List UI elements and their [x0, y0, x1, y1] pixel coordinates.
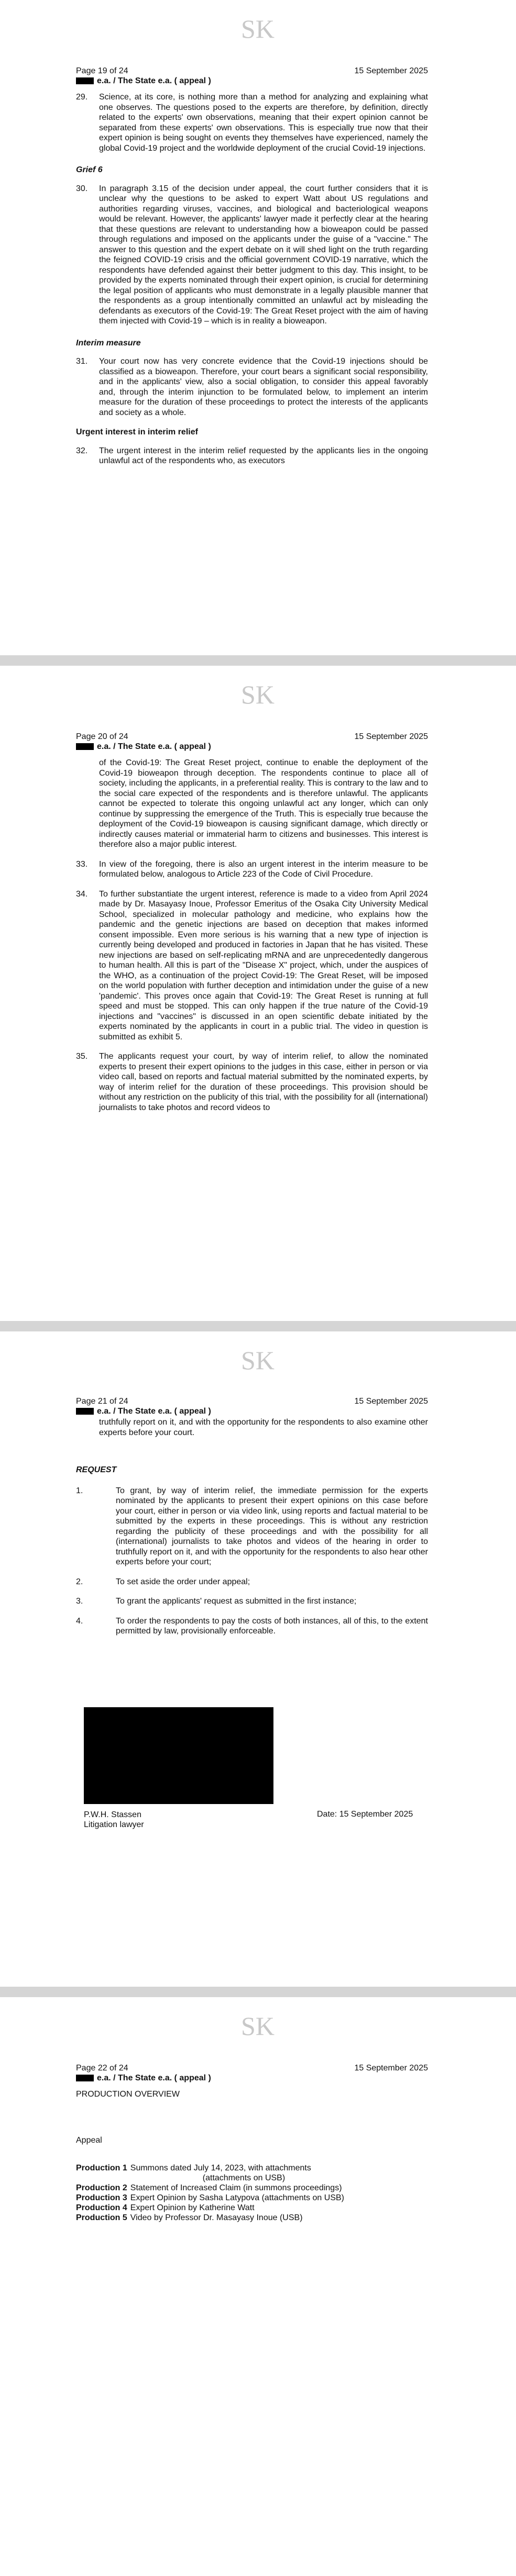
paragraph-text: Your court now has very concrete evidence that the Covid-19 injections should be classified as a bioweapon. Therefore, your court bears a significant social responsibility, and in the applicants' view, also a social obligation, to consider this appeal favorably and, through the interim injunction to be formulated below, to implement an interim measure for the duration of these proceedings to protect the interests of the applicants and society as a whole.	[99, 357, 428, 417]
page-body	[76, 1417, 428, 1646]
page-number: Page 20 of 24	[76, 732, 128, 741]
paragraph-text: The urgent interest in the interim relief requested by the applicants lies in the ongoing unlawful act of the respondents who, as executors	[99, 446, 428, 465]
sk-monogram-logo	[241, 8, 275, 50]
paragraph	[76, 184, 428, 327]
section-heading: Urgent interest in interim relief	[76, 428, 198, 436]
paragraph	[76, 1051, 428, 1113]
production-item	[76, 2213, 428, 2223]
sk-monogram-logo	[241, 2006, 275, 2047]
document-page-22	[0, 1997, 516, 2576]
paragraph-number: 31.	[76, 357, 88, 366]
paragraph-number: 30.	[76, 184, 88, 193]
request-item	[76, 1616, 428, 1637]
case-title	[76, 1406, 428, 1416]
signatory-title: Litigation lawyer	[84, 1820, 144, 1829]
paragraph-number: 33.	[76, 859, 88, 869]
redaction-box	[76, 743, 94, 750]
section-heading: Interim measure	[76, 338, 141, 348]
production-item	[76, 2163, 428, 2183]
request-number: 1.	[76, 1486, 83, 1495]
case-title-text: e.a. / The State e.a. ( appeal )	[97, 2074, 211, 2082]
sk-logo-graphic	[241, 2006, 275, 2047]
sk-monogram-logo	[241, 674, 275, 716]
production-label: Production 5	[76, 2213, 127, 2222]
document-page-19	[0, 0, 516, 655]
production-text: Summons dated July 14, 2023, with attachments (attachments on USB)	[130, 2164, 311, 2182]
paragraph	[76, 446, 428, 466]
request-item	[76, 1596, 428, 1607]
case-title	[76, 742, 428, 752]
paragraph-number: 34.	[76, 889, 88, 899]
logo-text: SK	[241, 1346, 275, 1375]
request-text: To grant, by way of interim relief, the immediate permission for the experts nominated by the applicants to present their expert opinions on this case before your court, either in person or via video link, using reports and factual material to be submitted by the experts in these proceedings. This is without any restriction regarding the publicity of these proceedings and with the possibility for all (international) journalists to take photos and videos of the hearing in order to truthfully report on it, and with the opportunity for the respondents to also hear other experts before your court;	[116, 1486, 428, 1566]
production-label: Production 4	[76, 2203, 127, 2212]
signature-date: Date: 15 September 2025	[317, 1810, 413, 1819]
page-header	[76, 1396, 428, 1416]
paragraph-text: In paragraph 3.15 of the decision under appeal, the court further considers that it is unclear why the questions to be asked to expert Watt about US regulations and authorities regarding viruses, vaccines, and biological and bacteriological weapons would be relevant. However, the applicants' lawyer made it perfectly clear at the hearing that these questions are relevant to understanding how a bioweapon could be passed through regulations and imposed on the applicants under the guise of a "vaccine." The answer to this question and the expert debate on it will shed light on the truth regarding the feigned COVID-19 crisis and the official government COVID-19 narrative, which the respondents have defended against their better judgment to this day. This insight, to be provided by the experts nominated through their expert opinion, is crucial for determining the legal position of applicants who must demonstrate in a legally plausible manner that the respondents as a group intentionally committed an unlawful act by misleading the defendants as executors of the Covid-19: The Great Reset project with the aim of having them injected with Covid-19 – which is in reality a bioweapon.	[99, 184, 428, 326]
page-number: Page 21 of 24	[76, 1397, 128, 1406]
request-text: To grant the applicants' request as submitted in the first instance;	[116, 1597, 357, 1606]
production-label: Production 2	[76, 2183, 127, 2192]
redaction-box	[76, 1408, 94, 1415]
request-item	[76, 1486, 428, 1567]
paragraph-number: 29.	[76, 93, 88, 102]
document-page-20	[0, 666, 516, 1321]
signatory-name: P.W.H. Stassen	[84, 1810, 141, 1819]
continued-paragraph: truthfully report on it, and with the opportunity for the respondents to also examine other experts before your court.	[99, 1418, 428, 1437]
case-title-text: e.a. / The State e.a. ( appeal )	[97, 742, 211, 751]
paragraph	[76, 859, 428, 880]
header-date: 15 September 2025	[354, 2064, 428, 2073]
document-page-21	[0, 1331, 516, 1987]
continued-paragraph: of the Covid-19: The Great Reset project, continue to enable the deployment of the Covid-19 bioweapon through deception. The respondents continue to place all of society, including the applicants, in a preferential reality. This is contrary to the law and to the social care expected of the respondents and is therefore unlawful. The applicants cannot be expected to tolerate this ongoing unlawful act any longer, which can only continue by suppressing the emergence of the Truth. This is especially true because the deployment of the Covid-19 bioweapon is causing significant damage, which directly or indirectly causes material or immaterial harm to citizens and businesses. This interest is therefore also a major public interest.	[99, 758, 428, 849]
production-subtext: (attachments on USB)	[202, 2174, 286, 2182]
paragraph	[76, 92, 428, 153]
redacted-signature-block	[84, 1707, 273, 1804]
page-header	[76, 732, 428, 752]
request-number: 2.	[76, 1577, 83, 1586]
page-body	[76, 758, 428, 1122]
case-title-text: e.a. / The State e.a. ( appeal )	[97, 1407, 211, 1416]
production-overview-title: PRODUCTION OVERVIEW	[76, 2090, 180, 2099]
sk-monogram-logo	[241, 1340, 275, 1382]
production-text: Expert Opinion by Sasha Latypova (attachments on USB)	[130, 2193, 344, 2202]
header-date: 15 September 2025	[354, 1397, 428, 1406]
paragraph-text: The applicants request your court, by way of interim relief, to allow the nominated experts to present their expert opinions to the judges in this case, either in person or via video call, based on reports and factual material submitted by the nominated experts, by way of interim relief for the duration of these proceedings. This provision should be without any restriction on the publicity of this trial, with the possibility for all (international) journalists to take photos and record videos to	[99, 1052, 428, 1112]
paragraph-text: Science, at its core, is nothing more than a method for analyzing and explaining what one observes. The questions posed to the experts are therefore, by definition, directly related to the experts' own observations, meaning that their expert opinion cannot be separated from these experts' own observations. This is especially true now that their expert opinion is being sought on events they themselves have experienced, namely the global Covid-19 project and the worldwide deployment of the crucial Covid-19 injections.	[99, 93, 428, 153]
paragraph	[76, 889, 428, 1043]
production-item	[76, 2183, 428, 2193]
signatory	[84, 1810, 144, 1830]
paragraph-number: 35.	[76, 1052, 88, 1061]
paragraph-number: 32.	[76, 446, 88, 455]
request-text: To order the respondents to pay the costs of both instances, all of this, to the extent permitted by law, provisionally enforceable.	[116, 1616, 428, 1636]
sk-logo-graphic	[241, 1340, 275, 1382]
request-number: 3.	[76, 1597, 83, 1606]
sk-logo-graphic	[241, 8, 275, 50]
page-header	[76, 66, 428, 86]
page-body	[76, 2068, 428, 2223]
production-text: Statement of Increased Claim (in summons proceedings)	[130, 2183, 342, 2192]
logo-text: SK	[241, 2011, 275, 2041]
redaction-box	[76, 77, 94, 84]
page-number: Page 22 of 24	[76, 2064, 128, 2073]
header-date: 15 September 2025	[354, 66, 428, 75]
production-label: Production 3	[76, 2193, 127, 2202]
section-heading: Grief 6	[76, 165, 103, 174]
paragraph-text: In view of the foregoing, there is also an urgent interest in the interim measure to be formulated below, analogous to Article 223 of the Code of Civil Procedure.	[99, 859, 428, 879]
production-label: Production 1	[76, 2164, 127, 2172]
sk-logo-graphic	[241, 674, 275, 716]
production-item	[76, 2193, 428, 2203]
case-title-text: e.a. / The State e.a. ( appeal )	[97, 76, 211, 85]
logo-text: SK	[241, 14, 275, 43]
production-section-label: Appeal	[76, 2135, 102, 2145]
logo-text: SK	[241, 680, 275, 709]
production-item	[76, 2203, 428, 2213]
request-title: REQUEST	[76, 1465, 117, 1474]
request-item	[76, 1577, 428, 1587]
paragraph-text: To further substantiate the urgent interest, reference is made to a video from April 2024 made by Dr. Masayasy Inoue, Professor Emeritus of the Osaka City University Medical School, specialized in molecular pathology and medicine, who explains how the pandemic and the genetic injections are based on deception that makes informed consent impossible. Even more serious is his warning that a new type of injection is currently being developed and produced in factories in Japan that he has visited. These new injections are based on self-replicating mRNA and are unprecedentedly dangerous to human health. All this is part of the "Disease X" project, which, under the auspices of the WHO, as a continuation of the project Covid-19: The Great Reset, will be imposed on the world population with further deception and intimidation under the guise of a new 'pandemic'. This proves once again that Covid-19: The Great Reset is running at full speed and must be stopped. This can only happen if the true nature of the Covid-19 injections and "vaccines" is discussed in an open scientific debate initiated by the experts nominated by the applicants in court in a public trial. The video in question is submitted as exhibit 5.	[99, 889, 428, 1041]
header-date: 15 September 2025	[354, 732, 428, 741]
production-text: Expert Opinion by Katherine Watt	[130, 2203, 255, 2212]
paragraph	[76, 356, 428, 418]
request-number: 4.	[76, 1616, 83, 1626]
case-title	[76, 76, 428, 86]
request-text: To set aside the order under appeal;	[116, 1577, 250, 1586]
page-body	[76, 92, 428, 476]
page-number: Page 19 of 24	[76, 66, 128, 75]
production-text: Video by Professor Dr. Masayasy Inoue (USB)	[130, 2213, 303, 2222]
